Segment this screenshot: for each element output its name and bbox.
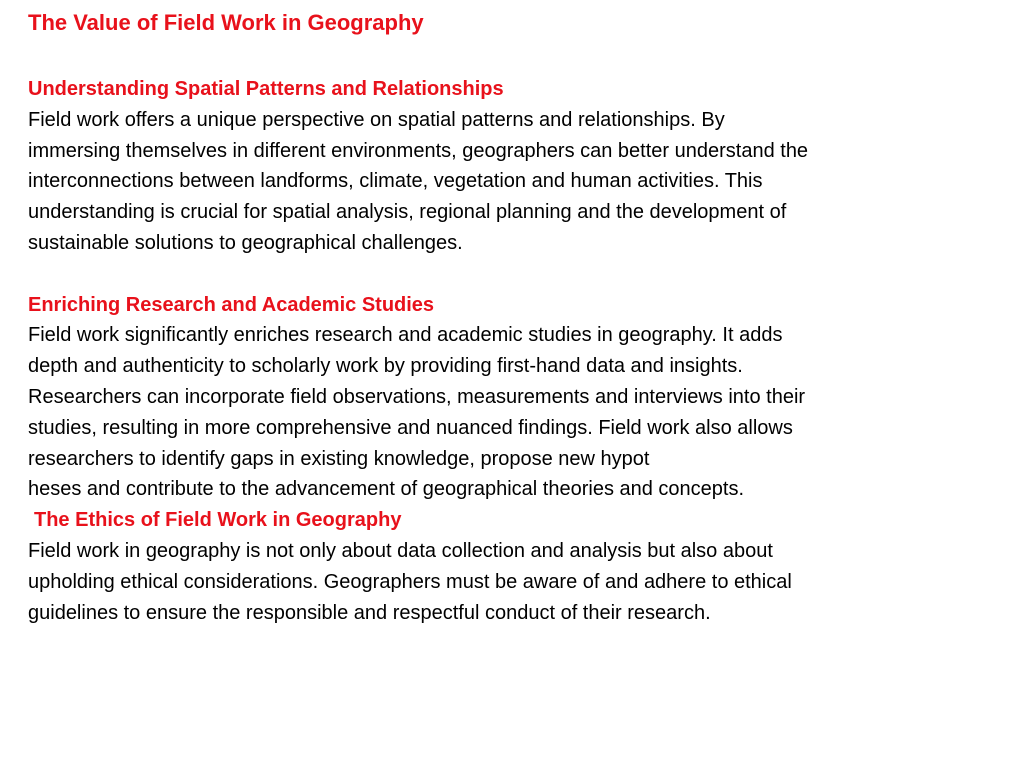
- paragraph-line: depth and authenticity to scholarly work by providing first-hand data and insights.: [28, 355, 743, 378]
- section-heading: Understanding Spatial Patterns and Relationships: [28, 78, 504, 100]
- section-heading: Enriching Research and Academic Studies: [28, 293, 435, 316]
- paragraph-line: upholding ethical considerations. Geographers must be aware of and adhere to ethical: [28, 570, 792, 593]
- slide-body: [28, 74, 988, 628]
- paragraph-line: Field work offers a unique perspective on spatial patterns and relationships. By: [28, 108, 725, 131]
- section-research: [28, 290, 988, 506]
- paragraph-line: Field work in geography is not only about data collection and analysis but also about: [28, 539, 773, 562]
- paragraph-line: heses and contribute to the advancement of geographical theories and concepts.: [28, 478, 745, 501]
- paragraph-line: immersing themselves in different environments, geographers can better understand the: [28, 139, 809, 162]
- section-heading: The Ethics of Field Work in Geography: [34, 509, 402, 532]
- section-spatial-patterns: [28, 74, 988, 259]
- paragraph-line: understanding is crucial for spatial analysis, regional planning and the development of: [28, 201, 787, 224]
- paragraph-line: guidelines to ensure the responsible and respectful conduct of their research.: [28, 601, 711, 624]
- paragraph-line: Researchers can incorporate field observations, measurements and interviews into their: [28, 385, 806, 408]
- paragraph-line: studies, resulting in more comprehensive and nuanced findings. Field work also allows: [28, 416, 793, 439]
- section-gap: [28, 259, 988, 290]
- paragraph-line: researchers to identify gaps in existing knowledge, propose new hypot: [28, 447, 650, 470]
- paragraph-line: interconnections between landforms, climate, vegetation and human activities. This: [28, 170, 763, 193]
- page-title: The Value of Field Work in Geography: [28, 10, 424, 35]
- paragraph-line: Field work significantly enriches research and academic studies in geography. It adds: [28, 324, 783, 347]
- section-ethics: [28, 505, 988, 628]
- paragraph-line: sustainable solutions to geographical challenges.: [28, 231, 463, 254]
